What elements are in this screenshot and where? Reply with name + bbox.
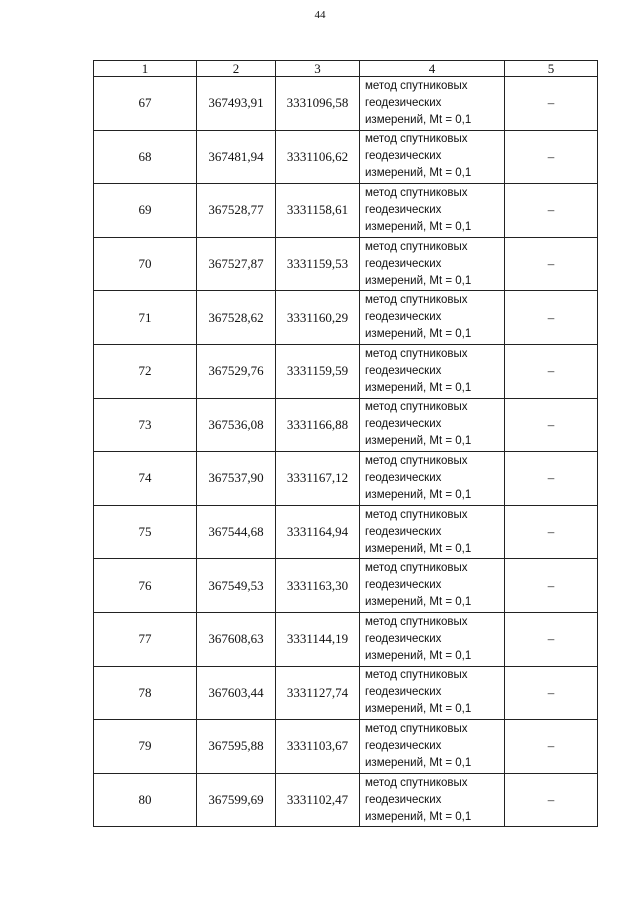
y-coordinate-cell: 3331144,19 (276, 612, 360, 666)
method-cell (360, 130, 505, 184)
method-line: измерений, Mt = 0,1 (365, 542, 472, 555)
y-coordinate-cell: 3331167,12 (276, 452, 360, 506)
method-cell (360, 344, 505, 398)
method-line: измерений, Mt = 0,1 (365, 328, 472, 341)
y-coordinate-cell: 3331106,62 (276, 130, 360, 184)
method-line: измерений, Mt = 0,1 (365, 810, 472, 823)
method-line: геодезических (365, 686, 442, 699)
method-line: геодезических (365, 739, 442, 752)
method-cell (360, 773, 505, 827)
point-number-cell: 72 (94, 344, 197, 398)
method-cell (360, 720, 505, 774)
method-line: метод спутниковых (365, 294, 468, 307)
x-coordinate-cell: 367544,68 (197, 505, 276, 559)
x-coordinate-cell: 367595,88 (197, 720, 276, 774)
header-col-5: 5 (505, 61, 598, 77)
x-coordinate-cell: 367599,69 (197, 773, 276, 827)
y-coordinate-cell: 3331103,67 (276, 720, 360, 774)
x-coordinate-cell: 367528,77 (197, 184, 276, 238)
note-cell: – (505, 452, 598, 506)
point-number-cell: 73 (94, 398, 197, 452)
method-line: метод спутниковых (365, 186, 468, 199)
point-number-cell: 76 (94, 559, 197, 613)
method-cell (360, 184, 505, 238)
method-cell (360, 291, 505, 345)
note-cell: – (505, 773, 598, 827)
table-row (94, 237, 598, 291)
method-line: метод спутниковых (365, 669, 468, 682)
x-coordinate-cell: 367603,44 (197, 666, 276, 720)
method-line: геодезических (365, 418, 442, 431)
method-cell (360, 452, 505, 506)
method-line: метод спутниковых (365, 776, 468, 789)
x-coordinate-cell: 367528,62 (197, 291, 276, 345)
method-line: измерений, Mt = 0,1 (365, 756, 472, 769)
table-row (94, 452, 598, 506)
method-line: геодезических (365, 96, 442, 109)
y-coordinate-cell: 3331166,88 (276, 398, 360, 452)
method-line: измерений, Mt = 0,1 (365, 596, 472, 609)
method-line: измерений, Mt = 0,1 (365, 381, 472, 394)
table-row (94, 184, 598, 238)
table-row (94, 720, 598, 774)
page-number: 44 (314, 9, 326, 21)
method-line: измерений, Mt = 0,1 (365, 649, 472, 662)
x-coordinate-cell: 367608,63 (197, 612, 276, 666)
point-number-cell: 71 (94, 291, 197, 345)
table-row (94, 773, 598, 827)
method-cell (360, 505, 505, 559)
method-line: измерений, Mt = 0,1 (365, 220, 472, 233)
method-line: метод спутниковых (365, 79, 468, 92)
method-line: геодезических (365, 150, 442, 163)
table-body (94, 77, 598, 827)
header-col-4: 4 (360, 61, 505, 77)
method-line: геодезических (365, 471, 442, 484)
method-line: геодезических (365, 311, 442, 324)
note-cell: – (505, 77, 598, 131)
y-coordinate-cell: 3331160,29 (276, 291, 360, 345)
table-row (94, 559, 598, 613)
note-cell: – (505, 666, 598, 720)
x-coordinate-cell: 367549,53 (197, 559, 276, 613)
y-coordinate-cell: 3331096,58 (276, 77, 360, 131)
y-coordinate-cell: 3331127,74 (276, 666, 360, 720)
note-cell: – (505, 398, 598, 452)
point-number-cell: 80 (94, 773, 197, 827)
note-cell: – (505, 612, 598, 666)
y-coordinate-cell: 3331159,59 (276, 344, 360, 398)
method-line: геодезических (365, 793, 442, 806)
header-col-2: 2 (197, 61, 276, 77)
method-line: геодезических (365, 364, 442, 377)
point-number-cell: 74 (94, 452, 197, 506)
note-cell: – (505, 720, 598, 774)
note-cell: – (505, 291, 598, 345)
x-coordinate-cell: 367493,91 (197, 77, 276, 131)
method-line: метод спутниковых (365, 508, 468, 521)
method-line: метод спутниковых (365, 722, 468, 735)
method-line: метод спутниковых (365, 347, 468, 360)
x-coordinate-cell: 367481,94 (197, 130, 276, 184)
y-coordinate-cell: 3331159,53 (276, 237, 360, 291)
method-line: измерений, Mt = 0,1 (365, 167, 472, 180)
note-cell: – (505, 184, 598, 238)
table-row (94, 666, 598, 720)
method-cell (360, 77, 505, 131)
point-number-cell: 68 (94, 130, 197, 184)
x-coordinate-cell: 367536,08 (197, 398, 276, 452)
point-number-cell: 79 (94, 720, 197, 774)
table-header-row (94, 61, 598, 77)
point-number-cell: 69 (94, 184, 197, 238)
method-line: измерений, Mt = 0,1 (365, 435, 472, 448)
method-line: метод спутниковых (365, 562, 468, 575)
method-line: метод спутниковых (365, 401, 468, 414)
header-col-3: 3 (276, 61, 360, 77)
method-cell (360, 398, 505, 452)
y-coordinate-cell: 3331102,47 (276, 773, 360, 827)
method-line: геодезических (365, 579, 442, 592)
method-line: геодезических (365, 632, 442, 645)
coordinates-table (93, 60, 598, 827)
method-cell (360, 612, 505, 666)
method-cell (360, 559, 505, 613)
method-line: измерений, Mt = 0,1 (365, 274, 472, 287)
method-line: измерений, Mt = 0,1 (365, 703, 472, 716)
method-line: измерений, Mt = 0,1 (365, 488, 472, 501)
header-col-1: 1 (94, 61, 197, 77)
method-line: измерений, Mt = 0,1 (365, 113, 472, 126)
note-cell: – (505, 505, 598, 559)
y-coordinate-cell: 3331163,30 (276, 559, 360, 613)
table-row (94, 398, 598, 452)
table-row (94, 130, 598, 184)
x-coordinate-cell: 367529,76 (197, 344, 276, 398)
method-cell (360, 666, 505, 720)
point-number-cell: 67 (94, 77, 197, 131)
method-line: геодезических (365, 257, 442, 270)
method-line: метод спутниковых (365, 133, 468, 146)
point-number-cell: 70 (94, 237, 197, 291)
table-row (94, 291, 598, 345)
table-row (94, 344, 598, 398)
note-cell: – (505, 344, 598, 398)
method-line: геодезических (365, 525, 442, 538)
point-number-cell: 78 (94, 666, 197, 720)
y-coordinate-cell: 3331158,61 (276, 184, 360, 238)
x-coordinate-cell: 367537,90 (197, 452, 276, 506)
table-row (94, 77, 598, 131)
note-cell: – (505, 559, 598, 613)
point-number-cell: 75 (94, 505, 197, 559)
x-coordinate-cell: 367527,87 (197, 237, 276, 291)
table-row (94, 612, 598, 666)
y-coordinate-cell: 3331164,94 (276, 505, 360, 559)
table-row (94, 505, 598, 559)
point-number-cell: 77 (94, 612, 197, 666)
note-cell: – (505, 237, 598, 291)
method-cell (360, 237, 505, 291)
note-cell: – (505, 130, 598, 184)
method-line: метод спутниковых (365, 240, 468, 253)
method-line: геодезических (365, 203, 442, 216)
method-line: метод спутниковых (365, 615, 468, 628)
method-line: метод спутниковых (365, 454, 468, 467)
